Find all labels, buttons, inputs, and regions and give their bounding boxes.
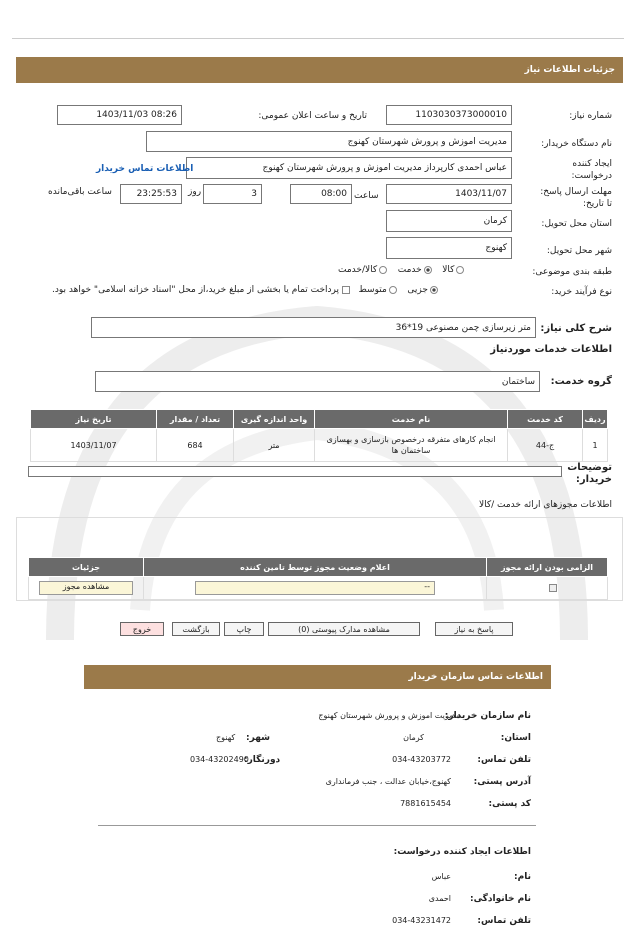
buyer-notes-label: توضیحات خریدار: xyxy=(567,462,612,485)
permit-status-field: -- xyxy=(195,581,435,595)
contact-org: مدیریت اموزش و پرورش شهرستان کهنوج xyxy=(318,711,460,720)
exit-button[interactable]: خروج xyxy=(120,622,164,636)
contact-city: کهنوج xyxy=(216,733,236,742)
buyer-org-field: مدیریت اموزش و پرورش شهرستان کهنوج xyxy=(146,131,512,152)
contact-fax: 034-43202490 xyxy=(190,755,249,764)
need-number-field: 1103030373000010 xyxy=(386,105,512,125)
contact-postal: 7881615454 xyxy=(400,799,451,808)
province-field: کرمان xyxy=(386,210,512,232)
province-label: استان محل تحویل: xyxy=(541,219,612,229)
service-group-label: گروه خدمت: xyxy=(550,376,612,387)
cell-code: ج-44 xyxy=(508,429,583,462)
creator-info-title: اطلاعات ایجاد کننده درخواست: xyxy=(393,847,531,857)
radio-goods-label: کالا xyxy=(442,265,455,275)
required-checkbox xyxy=(549,584,557,592)
deadline-label: مهلت ارسال پاسخ: تا تاریخ: xyxy=(540,187,612,209)
page-title: جزئیات اطلاعات نیاز xyxy=(524,65,615,75)
deadline-date-field: 1403/11/07 xyxy=(386,184,512,204)
reply-button[interactable]: پاسخ به نیاز xyxy=(435,622,513,636)
description-label: شرح کلی نیاز: xyxy=(540,323,612,334)
contact-buyer-link[interactable]: اطلاعات تماس خریدار xyxy=(96,164,194,174)
col-status: اعلام وضعیت مجوز توسط تامین کننده xyxy=(144,558,487,577)
days-label: روز xyxy=(188,187,202,197)
process-label: نوع فرآیند خرید: xyxy=(551,287,612,297)
col-row: ردیف xyxy=(583,410,608,429)
contact-fax-label: دورنگار: xyxy=(244,755,281,765)
city-field: کهنوج xyxy=(386,237,512,259)
creator-phone-label: تلفن تماس: xyxy=(477,916,531,926)
creator-family: احمدی xyxy=(428,894,451,903)
contact-title: اطلاعات تماس سازمان خریدار xyxy=(408,672,543,682)
radio-small[interactable] xyxy=(430,286,438,294)
services-title: اطلاعات خدمات موردنیاز xyxy=(490,344,612,355)
creator-label: ایجاد کننده درخواست: xyxy=(571,159,612,181)
page-title-bar xyxy=(16,57,623,83)
category-label: طبقه بندی موضوعی: xyxy=(532,267,612,277)
description-field: 36*19 متر زیرسازی چمن مصنوعی xyxy=(91,317,536,338)
contact-postal-label: کد پستی: xyxy=(488,799,531,809)
radio-goods[interactable] xyxy=(456,266,464,274)
treasury-note: پرداخت تمام یا بخشی از مبلغ خرید،از محل "اسناد خزانه اسلامی" خواهد بود. xyxy=(52,285,340,295)
radio-service-label: خدمت xyxy=(397,265,422,275)
category-options xyxy=(338,265,466,275)
services-table xyxy=(30,409,608,462)
remaining-field: 23:25:53 xyxy=(120,184,182,204)
col-required: الزامی بودن ارائه مجوز xyxy=(487,558,608,577)
deadline-time-field: 08:00 xyxy=(290,184,352,204)
treasury-checkbox[interactable] xyxy=(342,286,350,294)
col-unit: واحد اندازه گیری xyxy=(234,410,315,429)
contact-address: کهنوج،خیابان عدالت ، جنب فرمانداری xyxy=(325,777,451,786)
contact-province: کرمان xyxy=(403,733,424,742)
col-name: نام خدمت xyxy=(315,410,508,429)
radio-goods-service[interactable] xyxy=(379,266,387,274)
col-details: جزئیات xyxy=(29,558,144,577)
contact-city-label: شهر: xyxy=(246,733,270,743)
permits-table xyxy=(28,557,608,600)
contact-province-label: استان: xyxy=(500,733,531,743)
contact-phone-label: تلفن تماس: xyxy=(477,755,531,765)
contact-org-label: نام سازمان خریدار: xyxy=(444,711,531,721)
view-permit-button[interactable]: مشاهده مجوز xyxy=(39,581,133,595)
col-code: کد خدمت xyxy=(508,410,583,429)
table-row xyxy=(29,577,608,600)
cell-name: انجام کارهای متفرقه درخصوص بازسازی و بهسازی ساختمان ها xyxy=(315,429,508,462)
cell-date: 1403/11/07 xyxy=(31,429,157,462)
attachments-button[interactable]: مشاهده مدارک پیوستی (0) xyxy=(268,622,420,636)
announce-field: 1403/11/03 08:26 xyxy=(57,105,182,125)
radio-medium[interactable] xyxy=(389,286,397,294)
creator-field: عباس احمدی کارپرداز مدیریت اموزش و پرورش شهرستان کهنوج xyxy=(186,157,512,179)
contact-address-label: آدرس پستی: xyxy=(473,777,531,787)
city-label: شهر محل تحویل: xyxy=(546,246,612,256)
radio-goods-service-label: کالا/خدمت xyxy=(338,265,378,275)
radio-medium-label: متوسط xyxy=(358,285,387,295)
buyer-notes-field xyxy=(28,466,562,477)
contact-divider xyxy=(98,825,536,826)
need-number-label: شماره نیاز: xyxy=(569,111,612,121)
contact-phone: 034-43203772 xyxy=(392,755,451,764)
remaining-label: ساعت باقی‌مانده xyxy=(48,187,112,197)
creator-name: عباس xyxy=(431,872,451,881)
top-divider xyxy=(12,38,624,39)
creator-family-label: نام خانوادگی: xyxy=(469,894,531,904)
radio-service[interactable] xyxy=(424,266,432,274)
buyer-org-label: نام دستگاه خریدار: xyxy=(541,139,612,149)
contact-title-bar xyxy=(84,665,551,689)
back-button[interactable]: بازگشت xyxy=(172,622,220,636)
print-button[interactable]: چاپ xyxy=(224,622,264,636)
time-label: ساعت xyxy=(354,191,379,201)
announce-label: تاریخ و ساعت اعلان عمومی: xyxy=(258,111,367,121)
process-options xyxy=(52,285,440,295)
table-row xyxy=(31,429,608,462)
col-qty: تعداد / مقدار xyxy=(157,410,234,429)
creator-phone: 034-43231472 xyxy=(392,916,451,925)
cell-row: 1 xyxy=(583,429,608,462)
cell-unit: متر xyxy=(234,429,315,462)
radio-small-label: جزیی xyxy=(407,285,428,295)
cell-qty: 684 xyxy=(157,429,234,462)
creator-name-label: نام: xyxy=(514,872,531,882)
permits-title: اطلاعات مجوزهای ارائه خدمت /کالا xyxy=(478,500,612,510)
service-group-field: ساختمان xyxy=(95,371,540,392)
days-field: 3 xyxy=(203,184,262,204)
col-date: تاریخ نیاز xyxy=(31,410,157,429)
